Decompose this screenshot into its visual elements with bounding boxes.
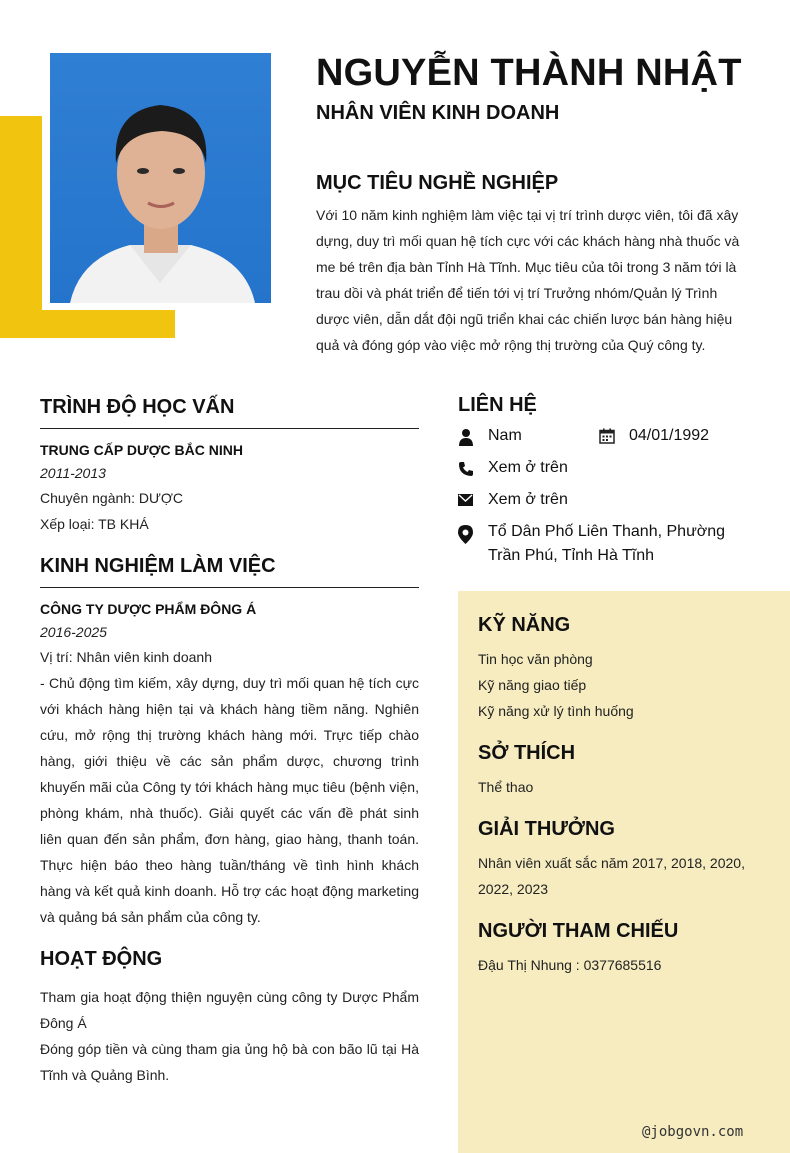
education-title: TRÌNH ĐỘ HỌC VẤN	[40, 396, 235, 418]
experience-title: KINH NGHIỆM LÀM VIỆC	[40, 555, 276, 577]
skill-item: Tin học văn phòng	[478, 651, 593, 667]
experience-description: - Chủ động tìm kiếm, xây dựng, duy trì mối quan hệ tích cực với khách hàng hiện tại và khách hàng tiềm năng. Nghiên cứu, mở rộng thị trường khách hàng mới. Trực tiếp chào hàng, giới thiệu về các sản phẩm dược, chương trình khuyến mãi của Công ty tới khách hàng mục tiêu (bệnh viện, phòng khám, nhà thuốc). Giải quyết các vấn đề phát sinh liên quan đến sản phẩm, đơn hàng, giao hàng, thanh toán. Thực hiện báo theo hàng tuần/tháng về tình hình khách hàng và kết quả kinh doanh. Hỗ trợ các hoạt động marketing và quảng bá sản phẩm của công ty.	[40, 675, 419, 925]
contact-address-line1: Tổ Dân Phố Liên Thanh, Phường	[488, 523, 726, 540]
decorative-yellow-bar-horizontal	[0, 310, 175, 338]
experience-company: CÔNG TY DƯỢC PHẨM ĐÔNG Á	[40, 601, 257, 617]
contact-dob: 04/01/1992	[629, 427, 710, 444]
candidate-job-title: NHÂN VIÊN KINH DOANH	[316, 102, 560, 124]
contact-address-line2: Trần Phú, Tỉnh Hà Tĩnh	[488, 547, 655, 564]
education-school: TRUNG CẤP DƯỢC BẮC NINH	[40, 442, 243, 458]
email-icon	[458, 494, 473, 506]
skill-item: Kỹ năng xử lý tình huống	[478, 703, 634, 719]
skill-item: Kỹ năng giao tiếp	[478, 677, 587, 693]
calendar-icon	[599, 428, 615, 444]
contact-gender: Nam	[488, 427, 522, 444]
objective-text: Với 10 năm kinh nghiệm làm việc tại vị trí trình dược viên, tôi đã xây dựng, duy trì mối quan hệ tích cực với các khách hàng nhà thuốc và me bé trên địa bàn Tỉnh Hà Tĩnh. Mục tiêu của tôi trong 3 năm tới là trau dồi và phát triển để tiến tới vị trí Trưởng nhóm/Quản lý Trình dược viên, dẫn dắt đội ngũ triển khai các chiến lược bán hàng hiệu quả và đóng góp vào việc mở rộng thị trường của Quý công ty.	[316, 207, 740, 353]
references-title: NGƯỜI THAM CHIẾU	[478, 920, 679, 942]
candidate-name: NGUYỄN THÀNH NHẬT	[316, 52, 742, 94]
experience-position: Vị trí: Nhân viên kinh doanh	[40, 649, 212, 665]
education-major: Chuyên ngành: DƯỢC	[40, 490, 184, 506]
activity-item: Đóng góp tiền và cùng tham gia ủng hộ bà con bão lũ tại Hà Tĩnh và Quảng Bình.	[40, 1041, 419, 1083]
skills-title: KỸ NĂNG	[478, 614, 571, 636]
experience-divider	[40, 587, 419, 588]
education-divider	[40, 428, 419, 429]
hobbies-title: SỞ THÍCH	[478, 742, 576, 764]
contact-email: Xem ở trên	[488, 491, 568, 508]
contact-phone: Xem ở trên	[488, 459, 568, 476]
person-portrait-icon	[50, 53, 271, 303]
awards-line2: 2022, 2023	[478, 881, 549, 897]
profile-photo	[50, 53, 271, 303]
education-grade: Xếp loại: TB KHÁ	[40, 516, 149, 532]
location-pin-icon	[458, 525, 473, 544]
contact-title: LIÊN HỆ	[458, 394, 537, 416]
phone-icon	[458, 461, 474, 477]
footer-watermark: @jobgovn.com	[642, 1124, 744, 1140]
hobby-item: Thể thao	[478, 779, 534, 795]
decorative-yellow-bar-vertical	[0, 116, 42, 338]
experience-period: 2016-2025	[40, 624, 107, 640]
person-icon	[458, 428, 474, 446]
objective-title: MỤC TIÊU NGHỀ NGHIỆP	[316, 172, 559, 194]
awards-line1: Nhân viên xuất sắc năm 2017, 2018, 2020,	[478, 855, 745, 871]
references-text: Đậu Thị Nhung : 0377685516	[478, 957, 662, 973]
activity-item: Tham gia hoạt động thiện nguyện cùng công ty Dược Phẩm Đông Á	[40, 989, 419, 1031]
activities-title: HOẠT ĐỘNG	[40, 948, 163, 970]
education-period: 2011-2013	[40, 465, 106, 481]
awards-title: GIẢI THƯỞNG	[478, 818, 615, 840]
